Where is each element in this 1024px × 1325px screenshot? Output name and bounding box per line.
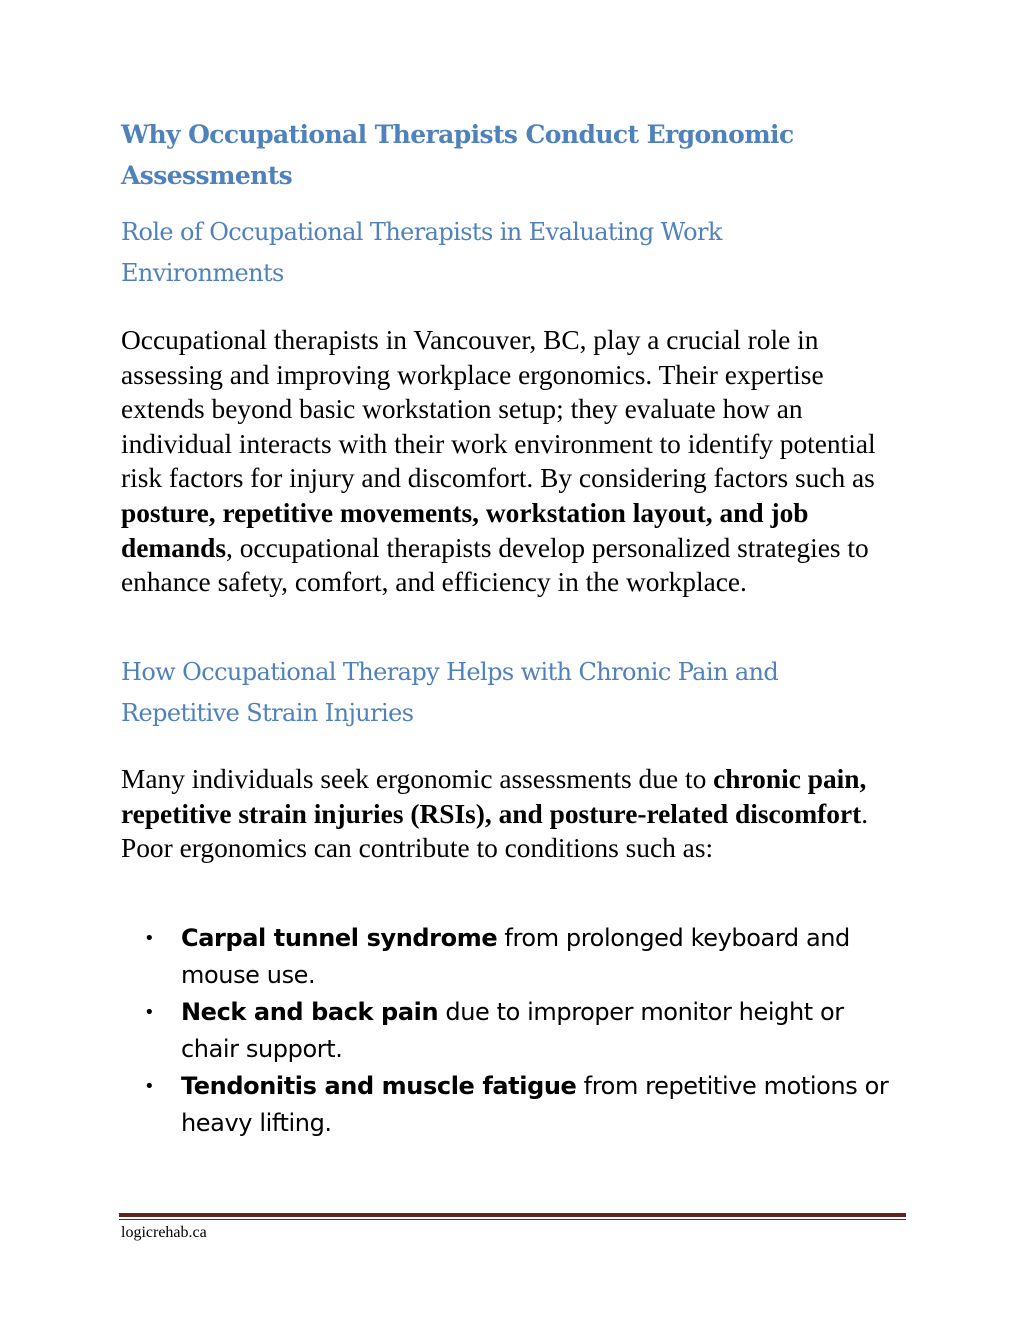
list-item [121,1068,896,1142]
list-item-text: from prolonged keyboard and mouse use. [181,924,850,989]
paragraph-text: Occupational therapists in Vancouver, BC, play a crucial role in assessing and improving workplace ergonomics. Their expertise extends beyond basic workstation setup; they evaluate how an individual interacts with their work environment to identify potential risk factors for injury and discomfort. By considering factors such as [121,325,876,494]
list-item-text: due to improper monitor height or chair support. [181,998,844,1063]
footer-rule-thick [119,1213,906,1217]
paragraph-text: Many individuals seek ergonomic assessments due to [121,764,714,794]
document-title: Why Occupational Therapists Conduct Ergonomic Assessments [121,120,794,190]
list-item-bold: Neck and back pain [181,998,439,1026]
paragraph-text: . Poor ergonomics can contribute to conditions such as: [121,798,869,864]
section-heading-chronic-pain: How Occupational Therapy Helps with Chronic Pain and Repetitive Strain Injuries [121,658,779,727]
list-item-bold: Carpal tunnel syndrome [181,924,498,952]
bullet-icon: • [144,1002,155,1023]
paragraph-text: , occupational therapists develop personalized strategies to enhance safety, comfort, and efficiency in the workplace. [121,532,869,598]
footer-text: logicrehab.ca [121,1224,207,1241]
paragraph-chronic-pain [121,762,896,866]
list-item [121,994,896,1068]
paragraph-bold-text: chronic pain, repetitive strain injuries (RSIs), and posture-related discomfort [121,764,867,829]
footer-rule-thin [119,1219,906,1220]
list-item [121,920,896,994]
bullet-icon: • [144,928,155,949]
section-heading-role: Role of Occupational Therapists in Evaluating Work Environments [121,218,722,287]
paragraph-role [121,323,896,600]
list-item-bold: Tendonitis and muscle fatigue [181,1072,577,1100]
bullet-icon: • [144,1076,155,1097]
conditions-list [121,920,896,1142]
paragraph-bold-text: posture, repetitive movements, workstation layout, and job demands [121,497,809,563]
list-item-text: from repetitive motions or heavy lifting. [181,1072,889,1137]
